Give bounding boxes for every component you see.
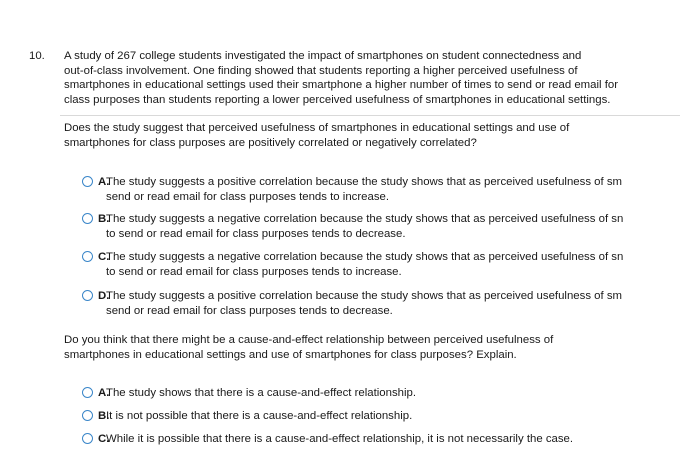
option-text [106,289,622,318]
option-letter: C. [98,433,110,445]
option-text [106,212,623,241]
option-line: It is not possible that there is a cause-and-effect relationship. [106,410,413,422]
radio-button-icon[interactable] [82,290,93,301]
option-text [106,409,412,424]
prompt-line: Does the study suggest that perceived usefulness of smartphones in educational settings and use of [64,122,570,134]
option-letter: D. [98,290,110,302]
option-line: The study suggests a positive correlation because the study shows that as perceived usefulness of sm [106,176,623,188]
part1-prompt [64,121,664,150]
option-text [106,250,623,279]
option-text [106,386,416,401]
radio-button-icon[interactable] [82,176,93,187]
radio-button-icon[interactable] [82,387,93,398]
prompt-line: smartphones in educational settings and use of smartphones for class purposes? Explain. [64,348,517,361]
option-letter: A. [98,387,110,399]
option-letter: A. [98,176,110,188]
question-stem [64,49,664,107]
option-letter: C. [98,251,110,263]
stem-line: smartphones in educational settings used their smartphone a higher number of times to send or read email for [64,79,619,92]
question-number: 10. [29,50,45,62]
option-letter: B. [98,410,110,422]
option-text [106,432,573,447]
option-line: The study suggests a negative correlation because the study shows that as perceived usefulness of sn [106,213,624,225]
option-line: send or read email for class purposes tends to increase. [106,190,390,203]
option-letter: B. [98,213,110,225]
part2-prompt [64,333,664,362]
radio-button-icon[interactable] [82,213,93,224]
option-line: to send or read email for class purposes tends to decrease. [106,227,406,240]
prompt-line: Do you think that there might be a cause-and-effect relationship between perceived usefulness of [64,334,554,346]
option-line: The study suggests a positive correlation because the study shows that as perceived usefulness of sm [106,290,623,302]
option-line: send or read email for class purposes tends to decrease. [106,304,393,317]
divider [60,115,680,116]
prompt-line: smartphones for class purposes are positively correlated or negatively correlated? [64,136,477,149]
option-line: The study shows that there is a cause-and-effect relationship. [106,387,417,399]
stem-line: class purposes than students reporting a lower perceived usefulness of smartphones in educational settings. [64,93,611,106]
option-text [106,175,622,204]
radio-button-icon[interactable] [82,251,93,262]
radio-button-icon[interactable] [82,433,93,444]
option-line: The study suggests a negative correlation because the study shows that as perceived usefulness of sn [106,251,624,263]
radio-button-icon[interactable] [82,410,93,421]
option-line: to send or read email for class purposes tends to increase. [106,265,402,278]
stem-line: A study of 267 college students investigated the impact of smartphones on student connectedness and [64,50,582,62]
option-line: While it is possible that there is a cause-and-effect relationship, it is not necessarily the case. [106,433,574,445]
stem-line: out-of-class involvement. One finding showed that students reporting a higher perceived usefulness of [64,64,578,77]
